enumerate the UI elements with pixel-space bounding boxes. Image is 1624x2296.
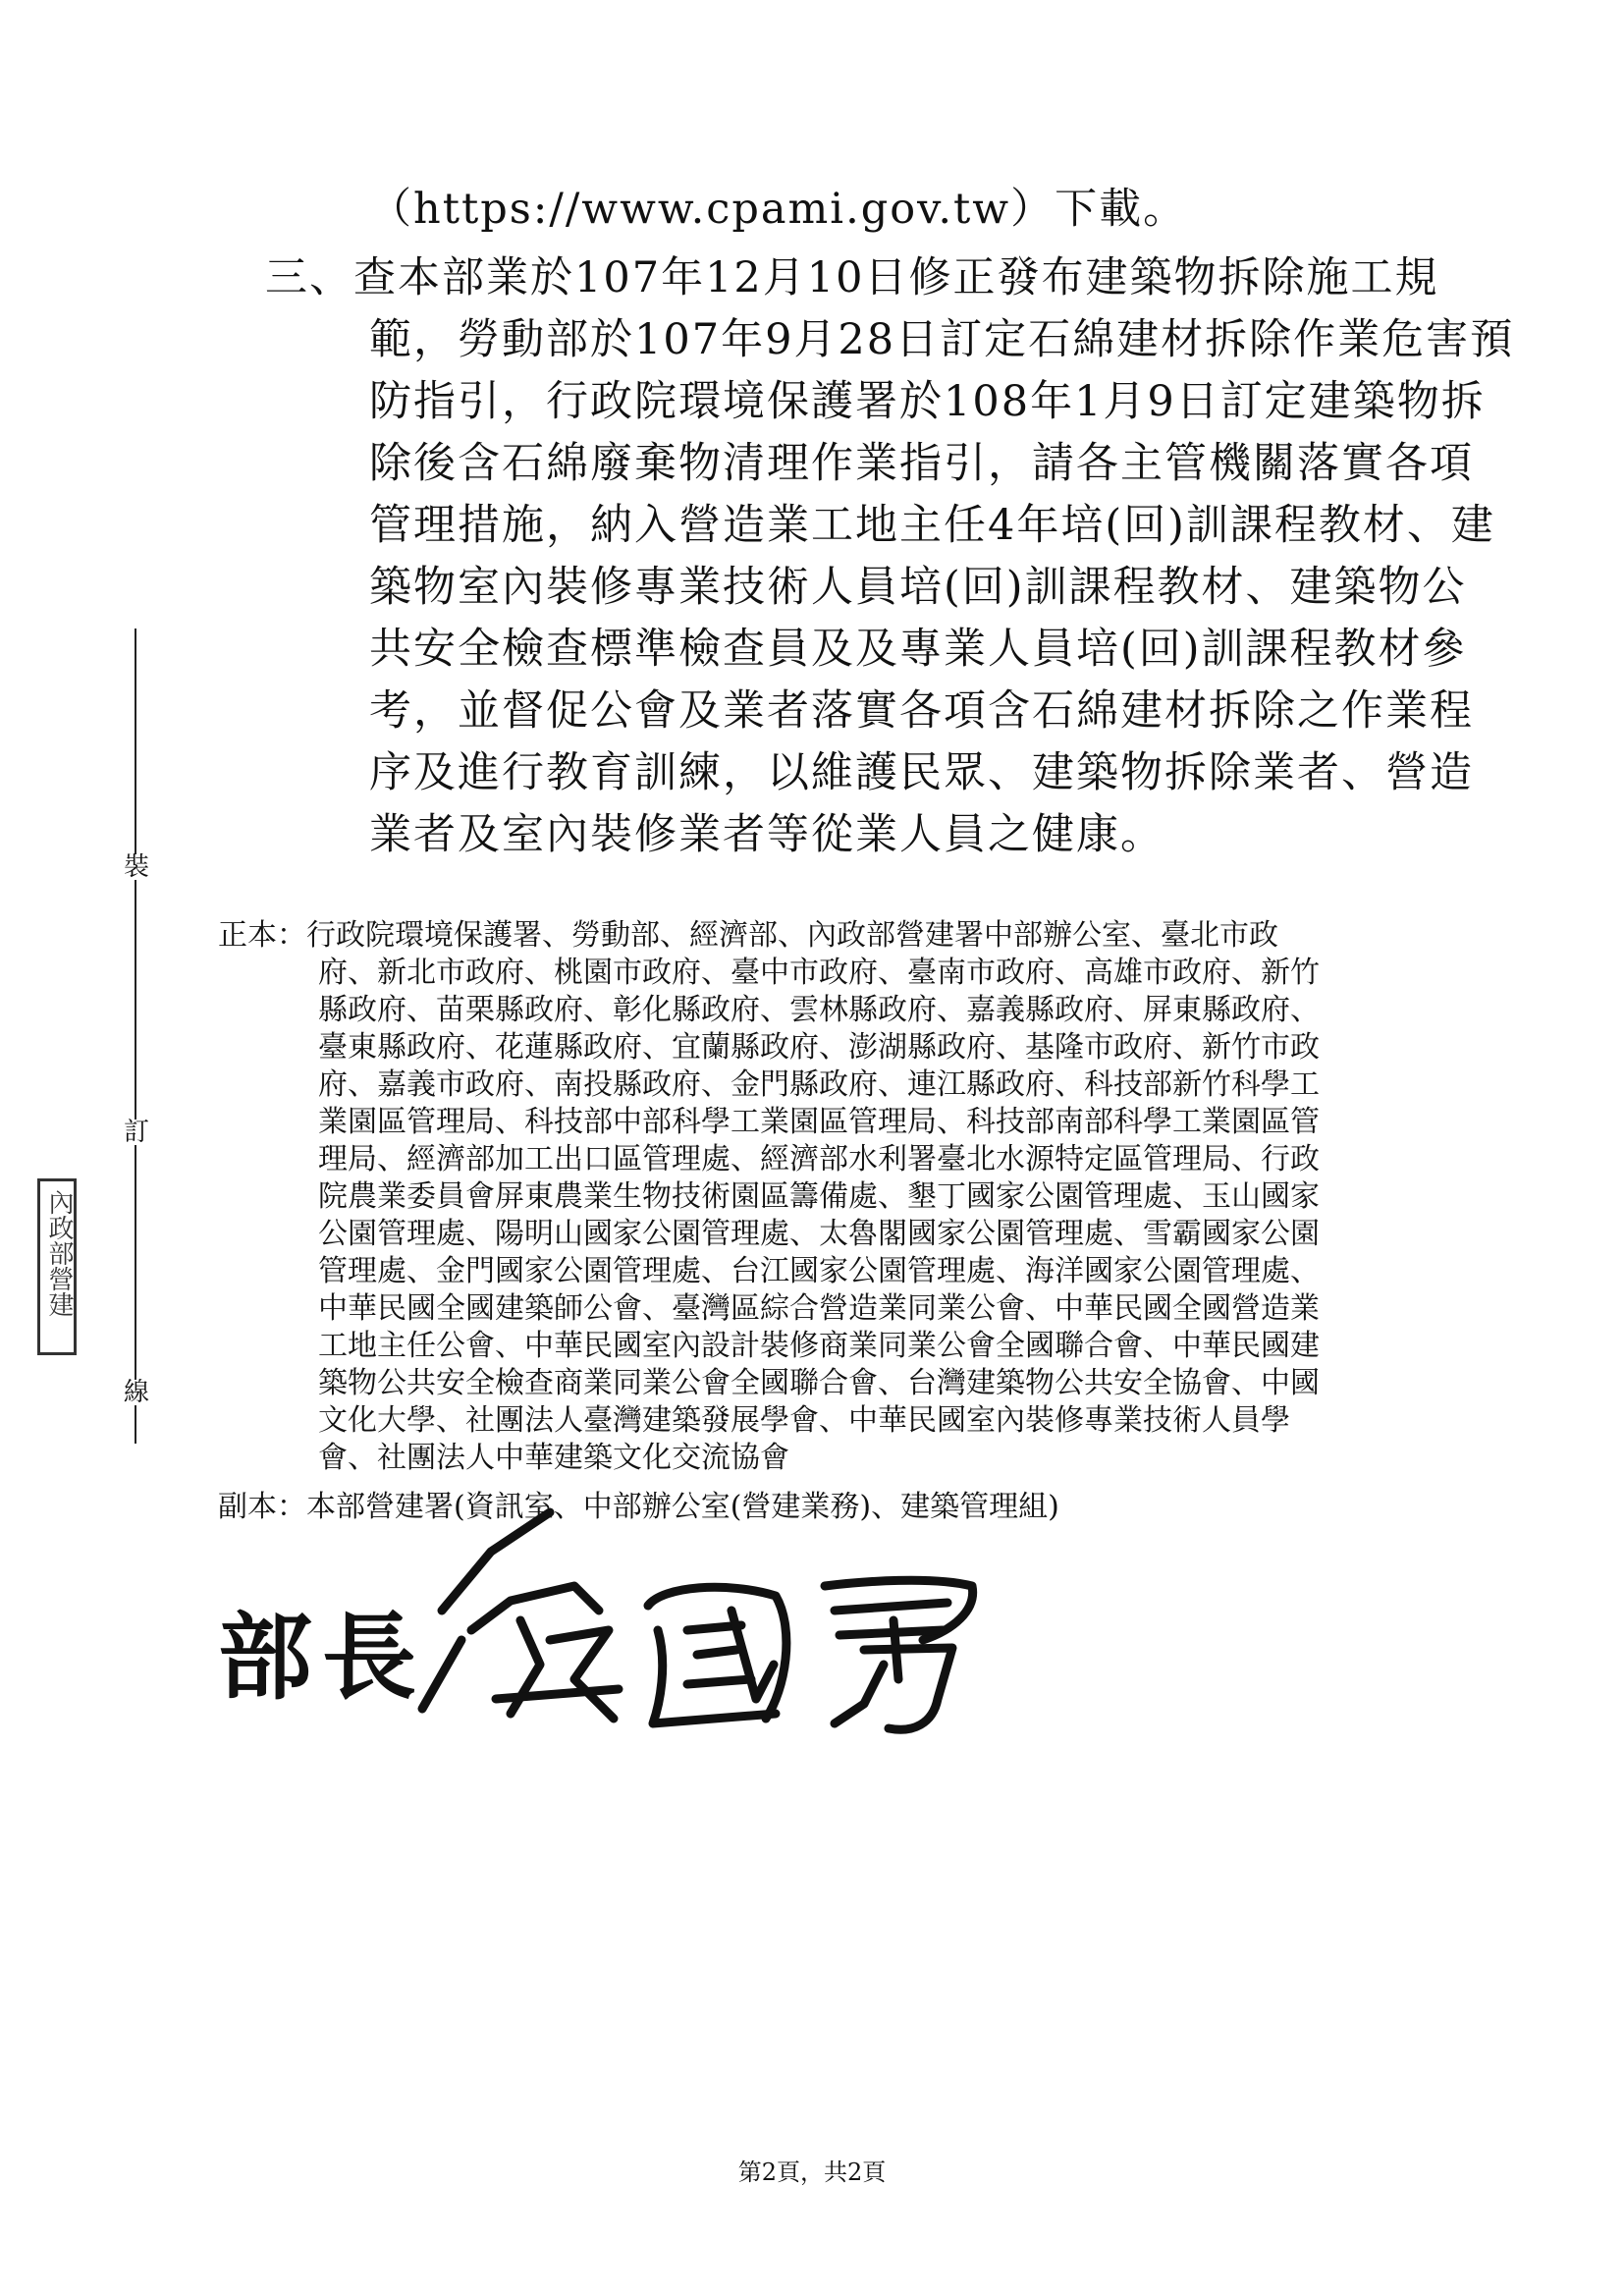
section3-line: 範，勞動部於107年9月28日訂定石綿建材拆除作業危害預 [369, 315, 1515, 364]
section3-line: 共安全檢查標準檢查員及及專業人員培(回)訓課程教材參 [369, 625, 1467, 674]
recipients-primary-line: 縣政府、苗栗縣政府、彰化縣政府、雲林縣政府、嘉義縣政府、屏東縣政府、 [318, 993, 1320, 1027]
recipients-primary-line: 業園區管理局、科技部中部科學工業園區管理局、科技部南部科學工業園區管 [318, 1105, 1320, 1139]
recipients-primary-line: 府、嘉義市政府、南投縣政府、金門縣政府、連江縣政府、科技部新竹科學工 [318, 1067, 1320, 1102]
binding-line [135, 629, 136, 1444]
binding-char-ding: 訂 [123, 1118, 149, 1147]
binding-char-zhuang: 裝 [123, 852, 149, 882]
recipients-primary-line: 理局、經濟部加工出口區管理處、經濟部水利署臺北水源特定區管理局、行政 [318, 1142, 1320, 1176]
section3-line: 序及進行教育訓練，以維護民眾、建築物拆除業者、營造 [369, 748, 1474, 797]
binding-char-xian: 線 [123, 1378, 149, 1407]
page-number: 第2頁，共2頁 [737, 2159, 887, 2186]
recipients-primary-line: 臺東縣政府、花蓮縣政府、宜蘭縣政府、澎湖縣政府、基隆市政府、新竹市政 [318, 1030, 1320, 1065]
recipients-copy: 副本：本部營建署(資訊室、中部辦公室(營建業務)、建築管理組) [218, 1490, 1059, 1524]
section3-prev-line: （https://www.cpami.gov.tw）下載。 [369, 185, 1188, 234]
recipients-primary-line: 築物公共安全檢查商業同業公會全國聯合會、台灣建築物公共安全協會、中國 [318, 1366, 1320, 1400]
recipients-primary-line: 工地主任公會、中華民國室內設計裝修商業同業公會全國聯合會、中華民國建 [318, 1329, 1320, 1363]
section3-line: 考，並督促公會及業者落實各項含石綿建材拆除之作業程 [369, 686, 1474, 736]
recipients-primary-line: 正本：行政院環境保護署、勞動部、經濟部、內政部營建署中部辦公室、臺北市政 [218, 918, 1278, 953]
section3-line: 管理措施，納入營造業工地主任4年培(回)訓課程教材、建 [369, 501, 1495, 550]
section3-line: 防指引，行政院環境保護署於108年1月9日訂定建築物拆 [369, 377, 1486, 426]
receipt-stamp-text: 內政部營建 [44, 1189, 74, 1317]
signature-title: 部長 [218, 1602, 426, 1713]
recipients-primary-line: 中華民國全國建築師公會、臺灣區綜合營造業同業公會、中華民國全國營造業 [318, 1291, 1320, 1326]
recipients-primary-line: 文化大學、社團法人臺灣建築發展學會、中華民國室內裝修專業技術人員學 [318, 1403, 1290, 1438]
recipients-primary-line: 院農業委員會屏東農業生物技術園區籌備處、墾丁國家公園管理處、玉山國家 [318, 1179, 1320, 1214]
section3-line: 三、查本部業於107年12月10日修正發布建築物拆除施工規 [265, 253, 1439, 302]
recipients-primary-line: 府、新北市政府、桃園市政府、臺中市政府、臺南市政府、高雄市政府、新竹 [318, 956, 1320, 990]
receipt-stamp [37, 1178, 77, 1355]
recipients-primary-line: 管理處、金門國家公園管理處、台江國家公園管理處、海洋國家公園管理處、 [318, 1254, 1320, 1288]
section3-line: 除後含石綿廢棄物清理作業指引，請各主管機關落實各項 [369, 439, 1474, 488]
section3-line: 業者及室內裝修業者等從業人員之健康。 [369, 810, 1164, 859]
section3-line: 築物室內裝修專業技術人員培(回)訓課程教材、建築物公 [369, 563, 1467, 612]
recipients-primary-line: 會、社團法人中華建築文化交流協會 [318, 1441, 789, 1475]
handwritten-signature [403, 1493, 1011, 1748]
recipients-primary-line: 公園管理處、陽明山國家公園管理處、太魯閣國家公園管理處、雪霸國家公園 [318, 1217, 1320, 1251]
